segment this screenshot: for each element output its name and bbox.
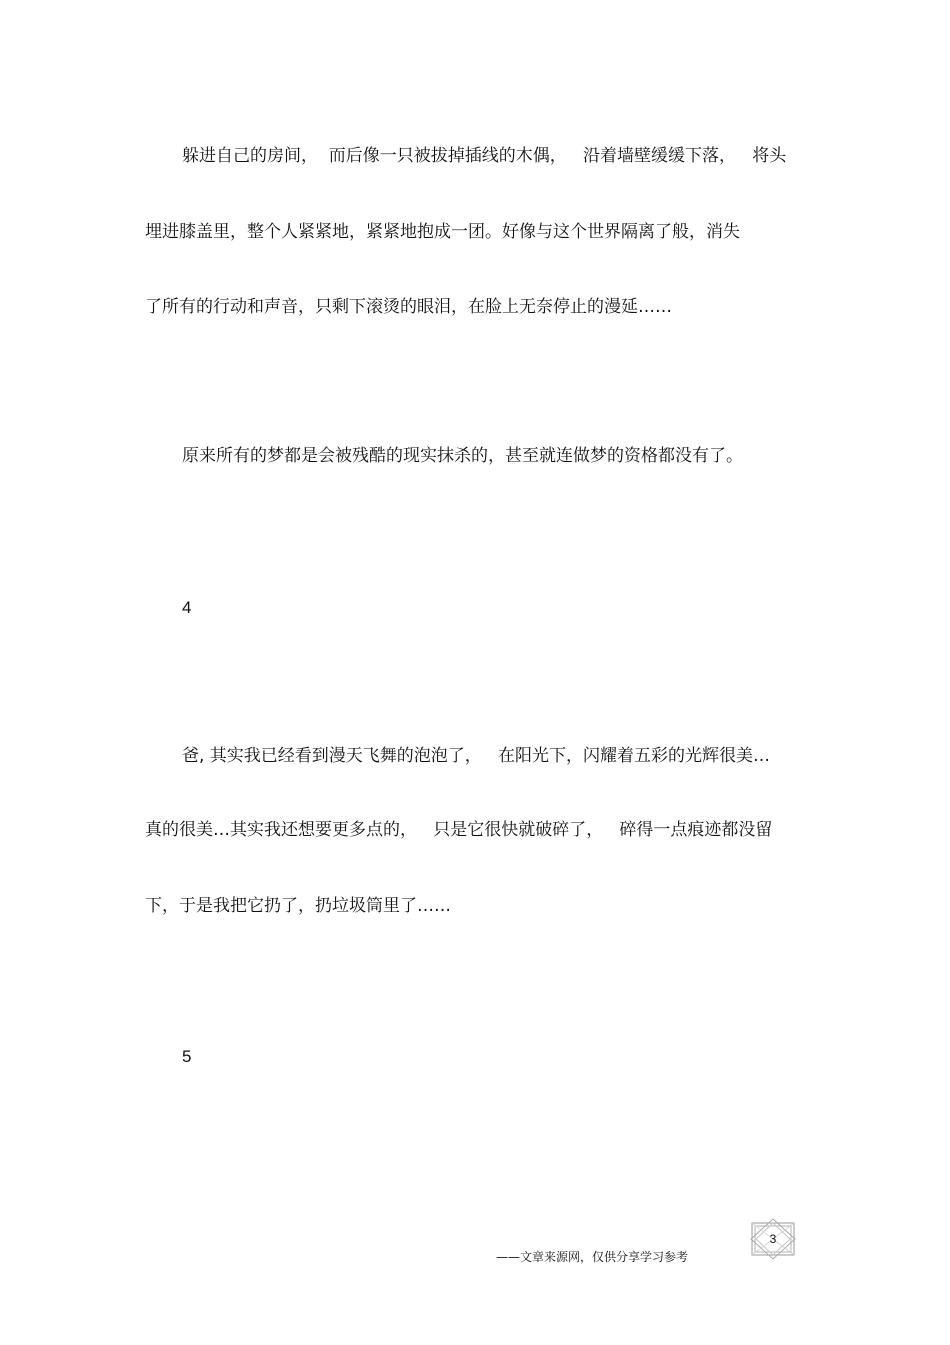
footer-source-text: ——文章来源网，仅供分享学习参考 <box>496 1250 689 1264</box>
paragraph-1-line-1: 躲进自己的房间， 而后像一只被拔掉插线的木偶， 沿着墙壁缓缓下落， 将头 <box>182 146 787 166</box>
paragraph-1-line-2: 埋进膝盖里，整个人紧紧地，紧紧地抱成一团。好像与这个世界隔离了般，消失 <box>145 222 740 242</box>
paragraph-2-line-1: 原来所有的梦都是会被残酷的现实抹杀的，甚至就连做梦的资格都没有了。 <box>182 446 743 466</box>
section-number-5: 5 <box>182 1047 192 1066</box>
paragraph-3-line-1: 爸, 其实我已经看到漫天飞舞的泡泡了， 在阳光下，闪耀着五彩的光辉很美… <box>182 746 771 766</box>
paragraph-3-line-2: 真的很美…其实我还想要更多点的， 只是它很快就破碎了， 碎得一点痕迹都没留 <box>145 820 773 840</box>
page-number: 3 <box>769 1232 777 1246</box>
paragraph-3-line-3: 下，于是我把它扔了，扔垃圾筒里了…… <box>145 896 451 916</box>
section-number-4: 4 <box>182 598 192 617</box>
paragraph-1-line-3: 了所有的行动和声音，只剩下滚烫的眼泪，在脸上无奈停止的漫延…… <box>145 297 672 317</box>
